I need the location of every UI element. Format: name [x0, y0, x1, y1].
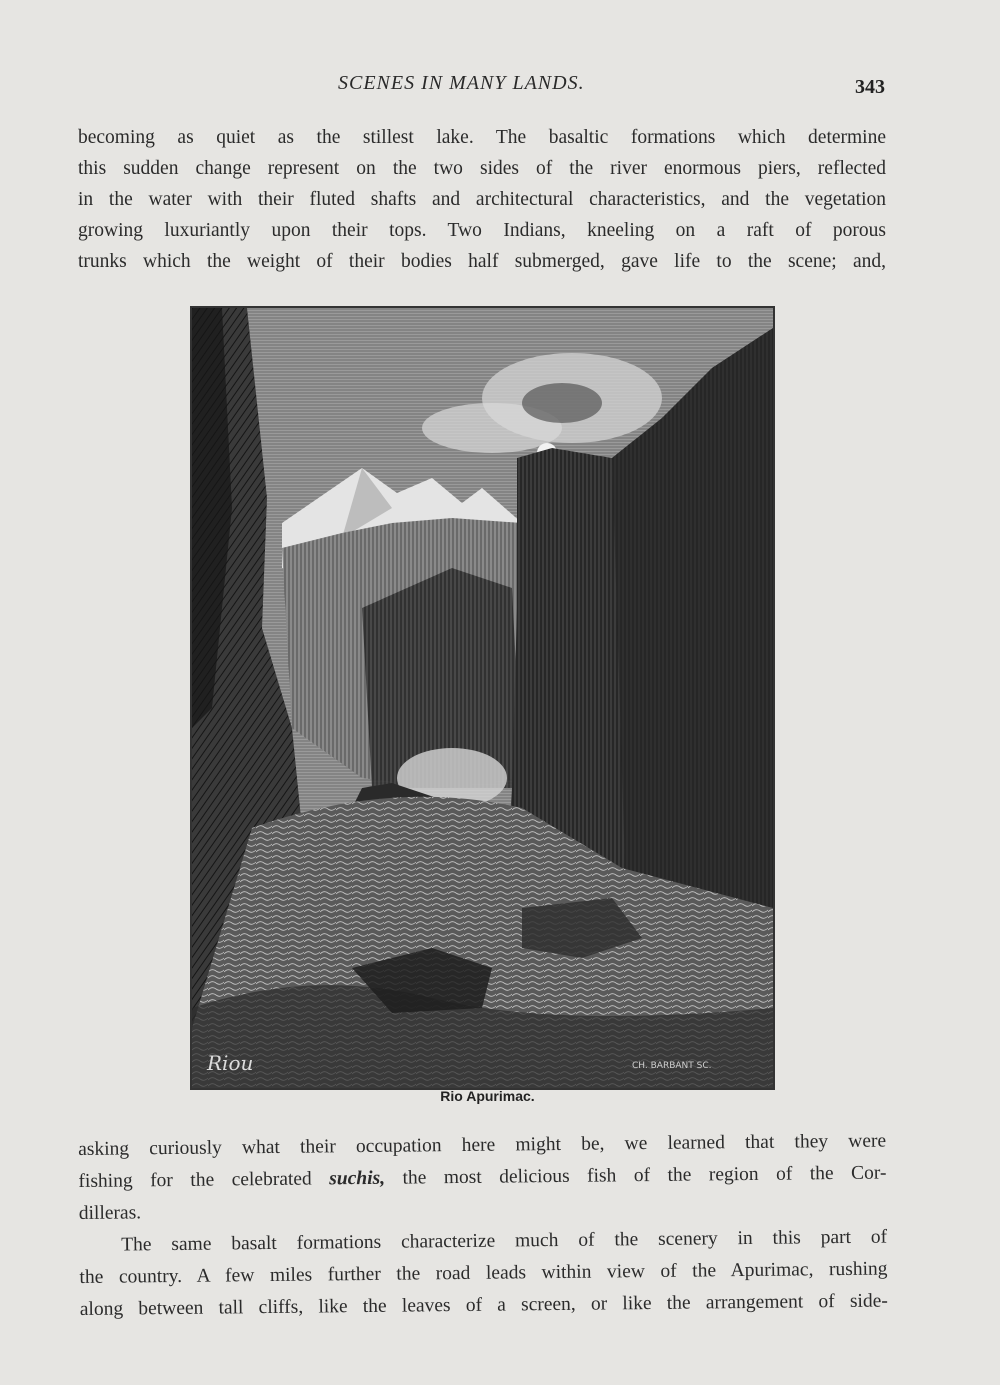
- text-line: dilleras.: [78, 1202, 142, 1224]
- italic-term: suchis,: [329, 1167, 386, 1190]
- text-line: this sudden change represent on the two sides of the river enormous piers, reflected: [78, 158, 886, 179]
- text-line: The same basalt formations characterize much of the scenery in this part of: [121, 1226, 888, 1256]
- engraving-illustration: [190, 306, 775, 1090]
- text-line: becoming as quiet as the stillest lake. The basaltic formations which determine: [78, 127, 886, 148]
- engraver-signature-right: CH. BARBANT SC.: [632, 1061, 712, 1071]
- running-title: SCENES IN MANY LANDS.: [338, 72, 585, 94]
- engraver-signature-left: Riou: [207, 1051, 254, 1075]
- text-segment: fishing for the celebrated: [78, 1168, 330, 1192]
- text-line: trunks which the weight of their bodies half submerged, gave life to the scene; and,: [78, 251, 886, 272]
- figure-caption-text: Rio Apurimac.: [440, 1088, 535, 1104]
- canyon-engraving: [192, 308, 773, 1088]
- page-number: 343: [855, 76, 885, 98]
- text-line: in the water with their fluted shafts and architectural characteristics, and the vegetation: [78, 189, 886, 210]
- text-line: growing luxuriantly upon their tops. Two Indians, kneeling on a raft of porous: [78, 220, 886, 241]
- text-line: the country. A few miles further the road leads within view of the Apurimac, rushing: [79, 1258, 888, 1288]
- text-line: asking curiously what their occupation here might be, we learned that they were: [78, 1130, 887, 1160]
- running-head: [0, 72, 1000, 102]
- text-segment: the most delicious fish of the region of the Cor-: [384, 1162, 887, 1189]
- bottom-paragraphs: [78, 1126, 888, 1326]
- figure-caption: [0, 1088, 1000, 1104]
- top-paragraph: [78, 122, 886, 277]
- text-line: along between tall cliffs, like the leaves of a screen, or like the arrangement of side-: [79, 1290, 888, 1320]
